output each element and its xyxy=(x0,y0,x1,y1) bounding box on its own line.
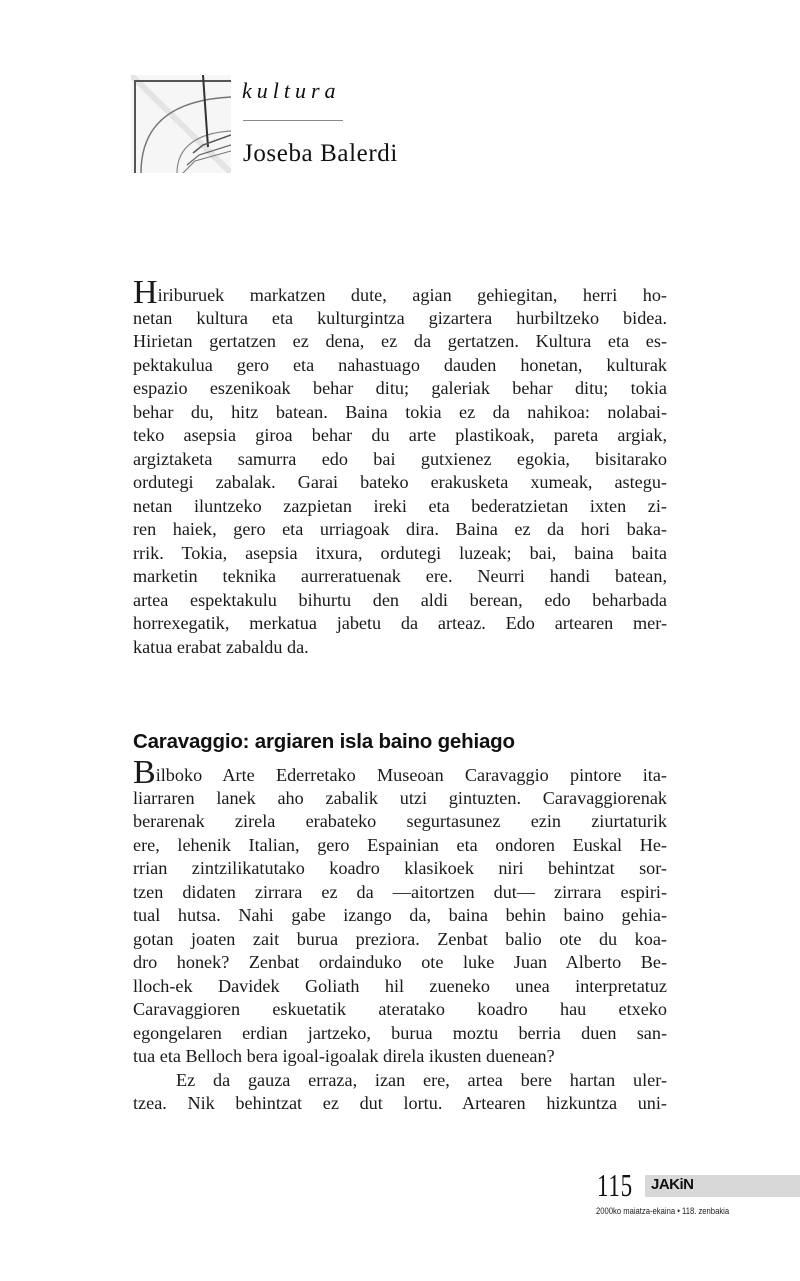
text-line: lloch-ek Davidek Goliath hil zueneko unea interpretatuz xyxy=(133,975,667,996)
text-line: Ez da gauza erraza, izan ere, artea bere hartan uler- xyxy=(176,1069,667,1090)
text-line: Hirietan gertatzen ez dena, ez da gertatzen. Kultura eta es- xyxy=(133,331,667,351)
section-heading: Caravaggio: argiaren isla baino gehiago xyxy=(133,730,515,753)
text-line: netan iluntzeko zazpietan ireki eta bederatzietan ixten zi- xyxy=(133,495,667,516)
text-line: tua eta Belloch bera igoal-igoalak direla ikusten duenean? xyxy=(133,1046,555,1066)
text-line xyxy=(133,754,667,791)
text-line: rrik. Tokia, asepsia itxura, ordutegi luzeak; bai, baina baita xyxy=(133,542,667,563)
text-line xyxy=(133,274,667,311)
text-line: teko asepsia giroa behar du arte plastikoak, pareta argiak, xyxy=(133,425,667,445)
text-line: ren haiek, gero eta urriagoak dira. Baina ez da hori baka- xyxy=(133,519,667,539)
text-line: ere, lehenik Italian, gero Espainian eta ondoren Euskal He- xyxy=(133,834,667,855)
text-line: tual hutsa. Nahi gabe izango da, baina behin baino gehia- xyxy=(133,905,667,925)
text-line: tzen didaten zirrara ez da —aitortzen dut— zirrara espiri- xyxy=(133,881,667,902)
author-name: Joseba Balerdi xyxy=(243,140,398,167)
text-line: Caravaggioren eskuetatik ateratako koadro hau etxeko xyxy=(133,999,667,1019)
text-line: katua erabat zabaldu da. xyxy=(133,636,309,657)
text-line: berarenak zirela erabateko segurtasunez ezin ziurtaturik xyxy=(133,811,667,831)
text-line: gotan joaten zait burua preziora. Zenbat balio ote du koa- xyxy=(133,928,667,949)
paragraph-2 xyxy=(133,754,667,1116)
text-line: argiztaketa samurra edo bai gutxienez egokia, bisitarako xyxy=(133,448,667,469)
text-line: behar du, hitz batean. Baina tokia ez da nahikoa: nolabai- xyxy=(133,401,667,422)
text-line: dro honek? Zenbat ordainduko ote luke Juan Alberto Be- xyxy=(133,952,667,972)
sketch-drawing-icon xyxy=(131,75,231,173)
section-label: kultura xyxy=(242,78,341,103)
text-line: netan kultura eta kulturgintza gizartera hurbiltzeko bidea. xyxy=(133,307,667,328)
drop-cap: B xyxy=(133,754,156,791)
text-line: pektakulua gero eta nahastuago dauden honetan, kulturak xyxy=(133,354,667,375)
text-line: espazio eszenikoak behar ditu; galeriak behar ditu; tokia xyxy=(133,378,667,398)
text-line: tzea. Nik behintzat ez dut lortu. Artearen hizkuntza uni- xyxy=(133,1093,667,1113)
paragraph-1 xyxy=(133,274,667,659)
text-line: marketin teknika aurreratuenak ere. Neurri handi batean, xyxy=(133,566,667,586)
text-line: ordutegi zabalak. Garai bateko erakusketa xumeak, astegu- xyxy=(133,472,667,492)
drop-cap: H xyxy=(133,274,158,311)
text-line: egongelaren erdian jartzeko, burua moztu berria duen san- xyxy=(133,1022,667,1043)
journal-name: JAKiN xyxy=(651,1176,694,1193)
page-number: 115 xyxy=(597,1167,633,1203)
line-text: iriburuek markatzen dute, agian gehiegitan, herri ho- xyxy=(157,285,667,305)
text-line: liarraren lanek aho zabalik utzi gintuzten. Caravaggiorenak xyxy=(133,787,667,808)
line-text: ilboko Arte Ederretako Museoan Caravaggio pintore ita- xyxy=(155,765,667,785)
issue-info: 2000ko maiatza-ekaina • 118. zenbakia xyxy=(596,1206,730,1216)
text-line: horrexegatik, merkatua jabetu da arteaz. Edo artearen mer- xyxy=(133,613,667,633)
header-divider xyxy=(243,120,343,121)
text-line: rrian zintzilikatutako koadro klasikoek niri behintzat sor- xyxy=(133,858,667,878)
text-line: artea espektakulu bihurtu den aldi berean, edo beharbada xyxy=(133,589,667,610)
